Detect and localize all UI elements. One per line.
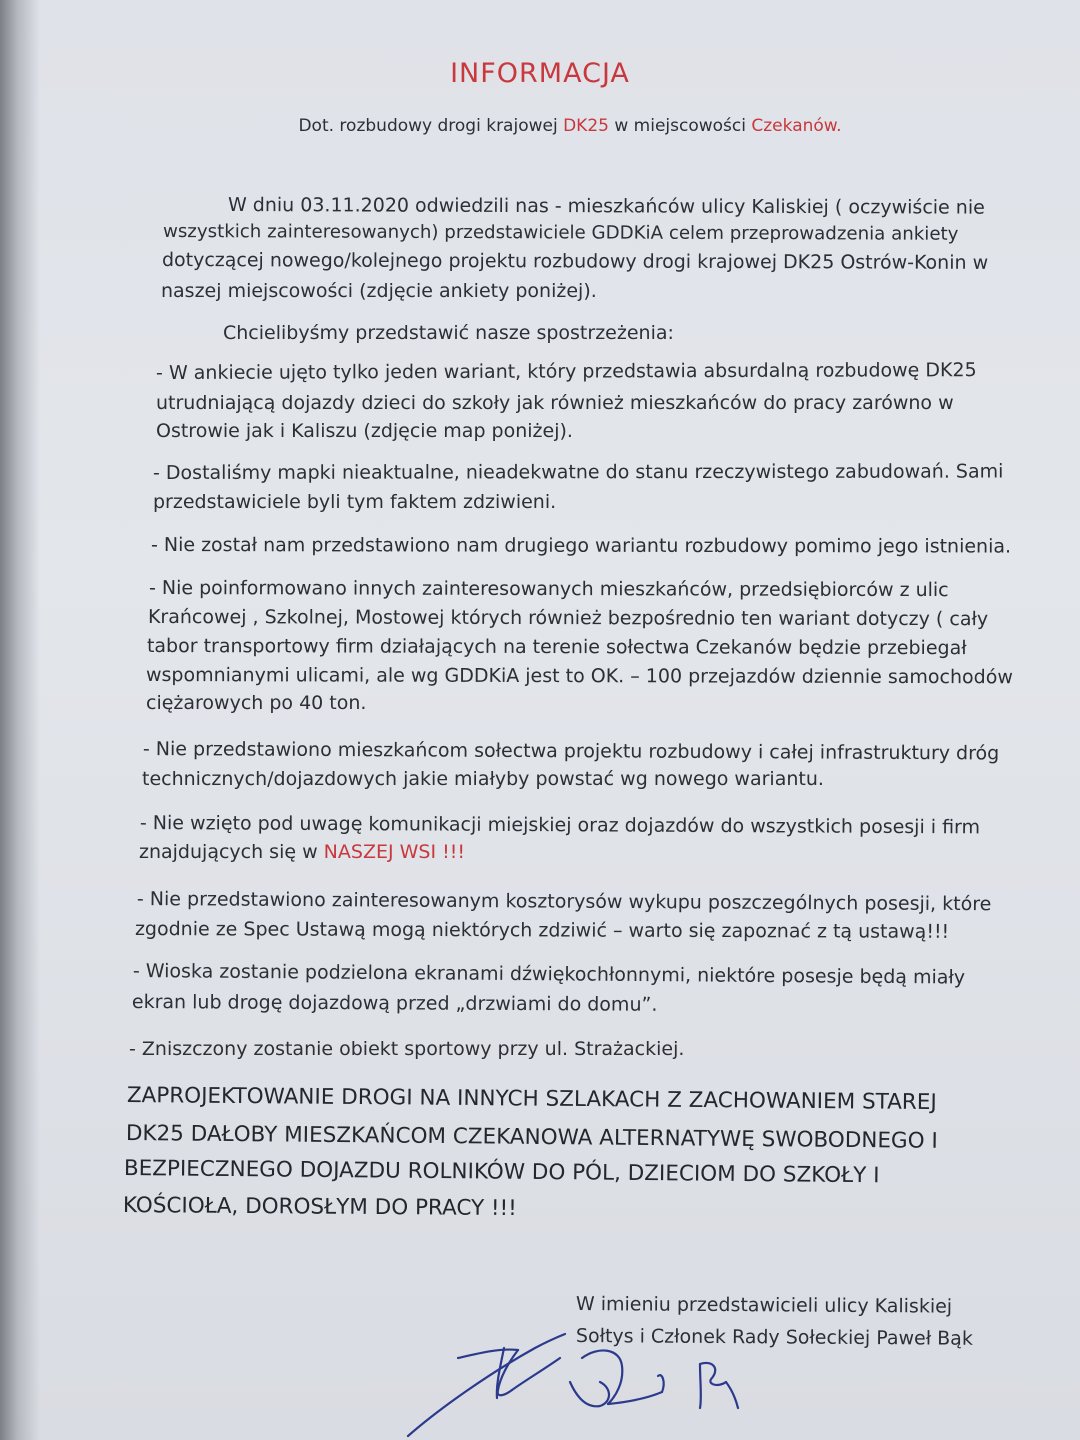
intro-line: dotyczącej nowego/kolejnego projektu rozbudowy drogi krajowej DK25 Ostrów-Konin w (161, 249, 989, 274)
conclusion-line: KOŚCIOŁA, DOROSŁYM DO PRACY !!! (122, 1193, 517, 1222)
conclusion-line: DK25 DAŁOBY MIESZKAŃCOM CZEKANOWA ALTERNATYWĘ SWOBODNEGO I (125, 1121, 938, 1154)
intro-line: wszystkich zainteresowanych) przedstawiciele GDDKiA celem przeprowadzenia ankiety (162, 221, 959, 245)
point-line: przedstawiciele byli tym faktem zdziwieni. (153, 491, 557, 513)
subtitle-middle: w miejscowości (608, 116, 752, 136)
point-line: - Wioska zostanie podzielona ekranami dźwiękochłonnymi, niektóre posesje będą miały (132, 960, 966, 989)
intro-line: naszej miejscowości (zdjęcie ankiety poniżej). (161, 280, 597, 302)
point-line: - Nie wzięto pod uwagę komunikacji miejskiej oraz dojazdów do wszystkich posesji i firm (139, 812, 981, 839)
subtitle-road: DK25 (563, 116, 609, 136)
conclusion-line: ZAPROJEKTOWANIE DROGI NA INNYCH SZLAKACH Z ZACHOWANIEM STAREJ (126, 1083, 937, 1116)
lead-sentence: Chcielibyśmy przedstawić nasze spostrzeżenia: (223, 322, 674, 344)
signoff-line: W imieniu przedstawicieli ulicy Kaliskiej (575, 1293, 953, 1318)
signoff-line: Sołtys i Członek Rady Sołeckiej Paweł Bąk (575, 1325, 973, 1350)
conclusion-line: BEZPIECZNEGO DOJAZDU ROLNIKÓW DO PÓL, DZIECIOM DO SZKOŁY I (123, 1156, 880, 1189)
point-line: Ostrowie jak i Kaliszu (zdjęcie map poniżej). (156, 420, 573, 442)
point-line: utrudniającą dojazdy dzieci do szkoły jak również mieszkańców do pracy zarówno w (156, 392, 954, 414)
point-line (139, 841, 465, 863)
point-line: ciężarowych po 40 ton. (146, 692, 367, 714)
point-line: - Zniszczony zostanie obiekt sportowy przy ul. Strażackiej. (129, 1038, 685, 1060)
point-line: - Dostaliśmy mapki nieaktualne, nieadekwatne do stanu rzeczywistego zabudowań. Sami (153, 460, 1004, 484)
point-line: Krańcowej , Szkolnej, Mostowej których również bezpośrednio ten wariant dotyczy ( cały (147, 606, 989, 631)
handwritten-signature (400, 1318, 780, 1440)
point-line: - Nie przedstawiono zainteresowanym kosztorysów wykupu poszczególnych posesji, które (136, 888, 992, 916)
intro-line: W dniu 03.11.2020 odwiedzili nas - mieszkańców ulicy Kaliskiej ( oczywiście nie (227, 194, 985, 219)
subtitle-place: Czekanów. (751, 116, 842, 136)
emphasis-text: NASZEJ WSI !!! (323, 841, 465, 863)
point-line: tabor transportowy firm działających na terenie sołectwa Czekanów będzie przebiegał (146, 635, 967, 660)
point-line: wspomnianymi ulicami, ale wg GDDKiA jest to OK. – 100 przejazdów dziennie samochodów (145, 664, 1013, 689)
point-line: ekran lub drogę dojazdową przed „drzwiami do domu”. (131, 991, 658, 1016)
point-line: - Nie poinformowano innych zainteresowanych mieszkańców, przedsiębiorców z ulic (148, 577, 949, 602)
document-title: INFORMACJA (450, 58, 630, 89)
point-line: - Nie został nam przedstawiono nam drugiego wariantu rozbudowy pomimo jego istnienia. (150, 534, 1012, 558)
point-line: - Nie przedstawiono mieszkańcom sołectwa projektu rozbudowy i całej infrastruktury dróg (142, 738, 1000, 765)
point-line: zgodnie ze Spec Ustawą mogą niektórych zdziwić – warto się zapoznać z tą ustawą!!! (134, 918, 950, 943)
point-line: technicznych/dojazdowych jakie miałyby powstać wg nowego wariantu. (142, 768, 824, 790)
page-edge-shadow (0, 0, 40, 1440)
point-line: - W ankiecie ujęto tylko jeden wariant, który przedstawia absurdalną rozbudowę DK25 (156, 359, 977, 384)
subtitle-prefix: Dot. rozbudowy drogi krajowej (298, 116, 564, 136)
point-text: znajdujących się w (139, 841, 324, 863)
document-subtitle (0, 116, 1080, 136)
